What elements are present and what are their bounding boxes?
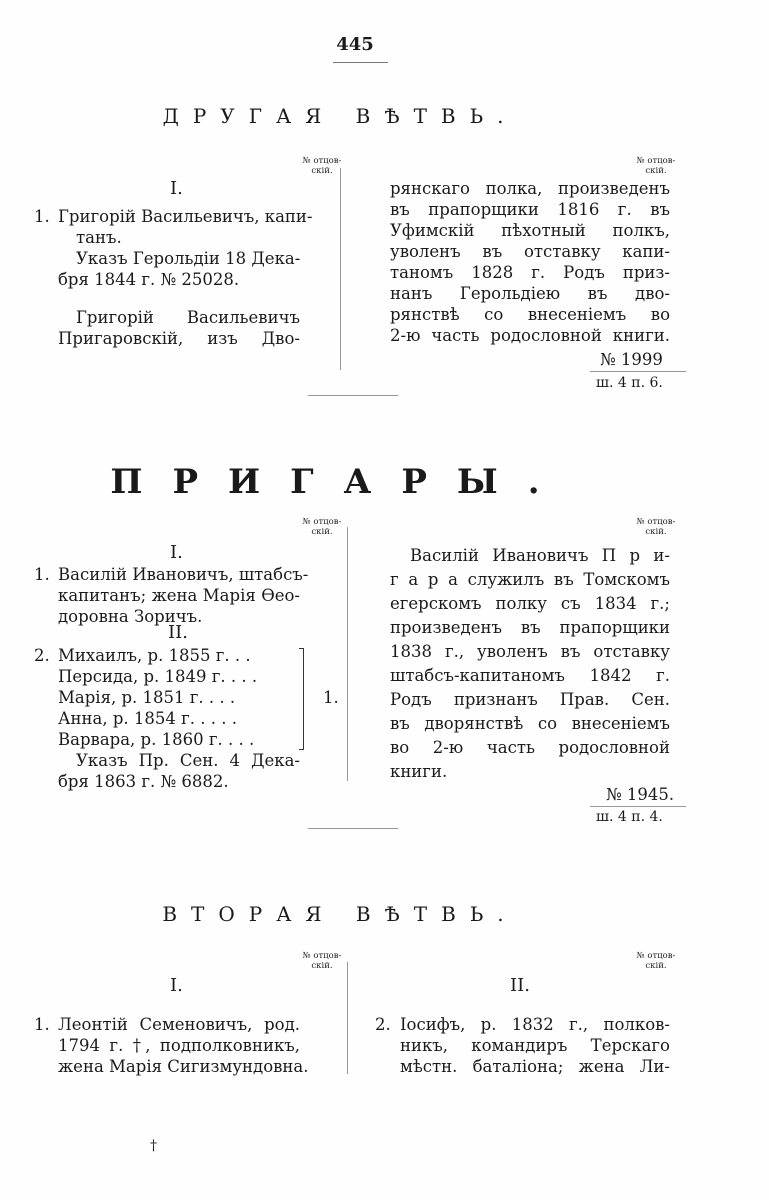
col-header-left: № отцов- скій. xyxy=(302,517,342,537)
reference-number: № 1999 xyxy=(600,350,663,369)
column-divider xyxy=(347,962,348,1074)
child-entry: Анна, р. 1854 г. . . . . xyxy=(58,709,237,728)
entry-number: 2. xyxy=(375,1015,391,1034)
reference-location: ш. 4 п. 4. xyxy=(596,809,663,825)
generation-label: I. xyxy=(170,178,183,199)
page-number: 445 xyxy=(336,34,374,55)
generation-label-left: I. xyxy=(170,975,183,996)
left-line: Григорій Васильевичъ, капи- xyxy=(58,207,313,226)
child-entry: Михаилъ, р. 1855 г. . . xyxy=(58,646,251,665)
left-line: бря 1844 г. № 25028. xyxy=(58,270,240,289)
decree-line: бря 1863 г. № 6882. xyxy=(58,772,229,791)
right-line: штабсъ-капитаномъ 1842 г. xyxy=(390,666,670,685)
right-line: егерскомъ полку съ 1834 г.; xyxy=(390,594,670,613)
decree-line: Указъ Пр. Сен. 4 Дека- xyxy=(76,751,300,770)
right-line: въ прапорщики 1816 г. въ xyxy=(390,200,670,219)
left-line: Пригаровскій, изъ Дво- xyxy=(58,329,300,348)
entry-number: 2. xyxy=(34,646,50,665)
left-line: Указъ Герольдіи 18 Дека- xyxy=(76,249,301,268)
entry-number: 1. xyxy=(34,207,50,226)
right-line: книги. xyxy=(390,762,448,781)
reference-rule xyxy=(590,371,686,372)
right-line: мѣстн. баталіона; жена Ли- xyxy=(400,1057,670,1076)
section-title-other-branch: ДРУГАЯ ВѢТВЬ. xyxy=(162,104,518,128)
col-header-right: № отцов- скій. xyxy=(636,517,676,537)
col-header-left: № отцов- скій. xyxy=(302,951,342,971)
reference-location: ш. 4 п. 6. xyxy=(596,375,663,391)
section-title-family: ПРИГАРЫ. xyxy=(110,462,570,502)
col-header-right: № отцов- скій. xyxy=(636,951,676,971)
section-title-second-branch: ВТОРАЯ ВѢТВЬ. xyxy=(162,902,518,926)
generation-label: I. xyxy=(170,542,183,563)
col-header-left: № отцов- скій. xyxy=(302,156,342,176)
left-line: Василій Ивановичъ, штабсъ- xyxy=(58,565,309,584)
right-line: во 2-ю часть родословной xyxy=(390,738,670,757)
left-line: жена Марія Сигизмундовна. xyxy=(58,1057,309,1076)
children-bracket xyxy=(299,648,304,750)
page-number-rule xyxy=(333,62,388,63)
child-entry: Марія, р. 1851 г. . . . xyxy=(58,688,236,707)
right-line: уволенъ въ отставку капи- xyxy=(390,242,670,261)
entry-number: 1. xyxy=(34,1015,50,1034)
right-line: Василій Ивановичъ П р и- xyxy=(410,546,670,565)
child-entry: Варвара, р. 1860 г. . . . xyxy=(58,730,255,749)
right-line: нанъ Герольдіею въ дво- xyxy=(390,284,670,303)
left-line: Леонтій Семеновичъ, род. xyxy=(58,1015,300,1034)
right-line: 1838 г., уволенъ въ отставку xyxy=(390,642,670,661)
generation-label: II. xyxy=(168,622,188,643)
right-line: рянствѣ со внесеніемъ во xyxy=(390,305,670,324)
left-line: 1794 г. †, подполковникъ, xyxy=(58,1036,300,1055)
entry-number: 1. xyxy=(34,565,50,584)
col-header-right: № отцов- скій. xyxy=(636,156,676,176)
parent-reference: 1. xyxy=(323,688,339,707)
stray-dagger-mark: † xyxy=(150,1138,157,1154)
right-line: г а р а служилъ въ Томскомъ xyxy=(390,570,670,589)
right-line: Родъ признанъ Прав. Сен. xyxy=(390,690,670,709)
reference-number: № 1945. xyxy=(606,785,675,804)
right-line: произведенъ въ прапорщики xyxy=(390,618,670,637)
left-line: танъ. xyxy=(76,228,122,247)
section-separator xyxy=(308,395,398,396)
right-line: таномъ 1828 г. Родъ приз- xyxy=(390,263,670,282)
right-line: въ дворянствѣ со внесеніемъ xyxy=(390,714,670,733)
right-line: 2-ю часть родословной книги. xyxy=(390,326,670,345)
section-separator xyxy=(308,828,398,829)
left-line: капитанъ; жена Марія Ѳео- xyxy=(58,586,300,605)
generation-label-right: II. xyxy=(510,975,530,996)
left-line: доровна Зоричъ. xyxy=(58,607,203,626)
right-line: рянскаго полка, произведенъ xyxy=(390,179,670,198)
right-line: никъ, командиръ Терскаго xyxy=(400,1036,670,1055)
column-divider xyxy=(347,527,348,781)
column-divider xyxy=(340,168,341,370)
right-line: Уфимскій пѣхотный полкъ, xyxy=(390,221,670,240)
left-line: Григорій Васильевичъ xyxy=(76,308,300,327)
child-entry: Персида, р. 1849 г. . . . xyxy=(58,667,258,686)
right-line: Іосифъ, р. 1832 г., полков- xyxy=(400,1015,670,1034)
